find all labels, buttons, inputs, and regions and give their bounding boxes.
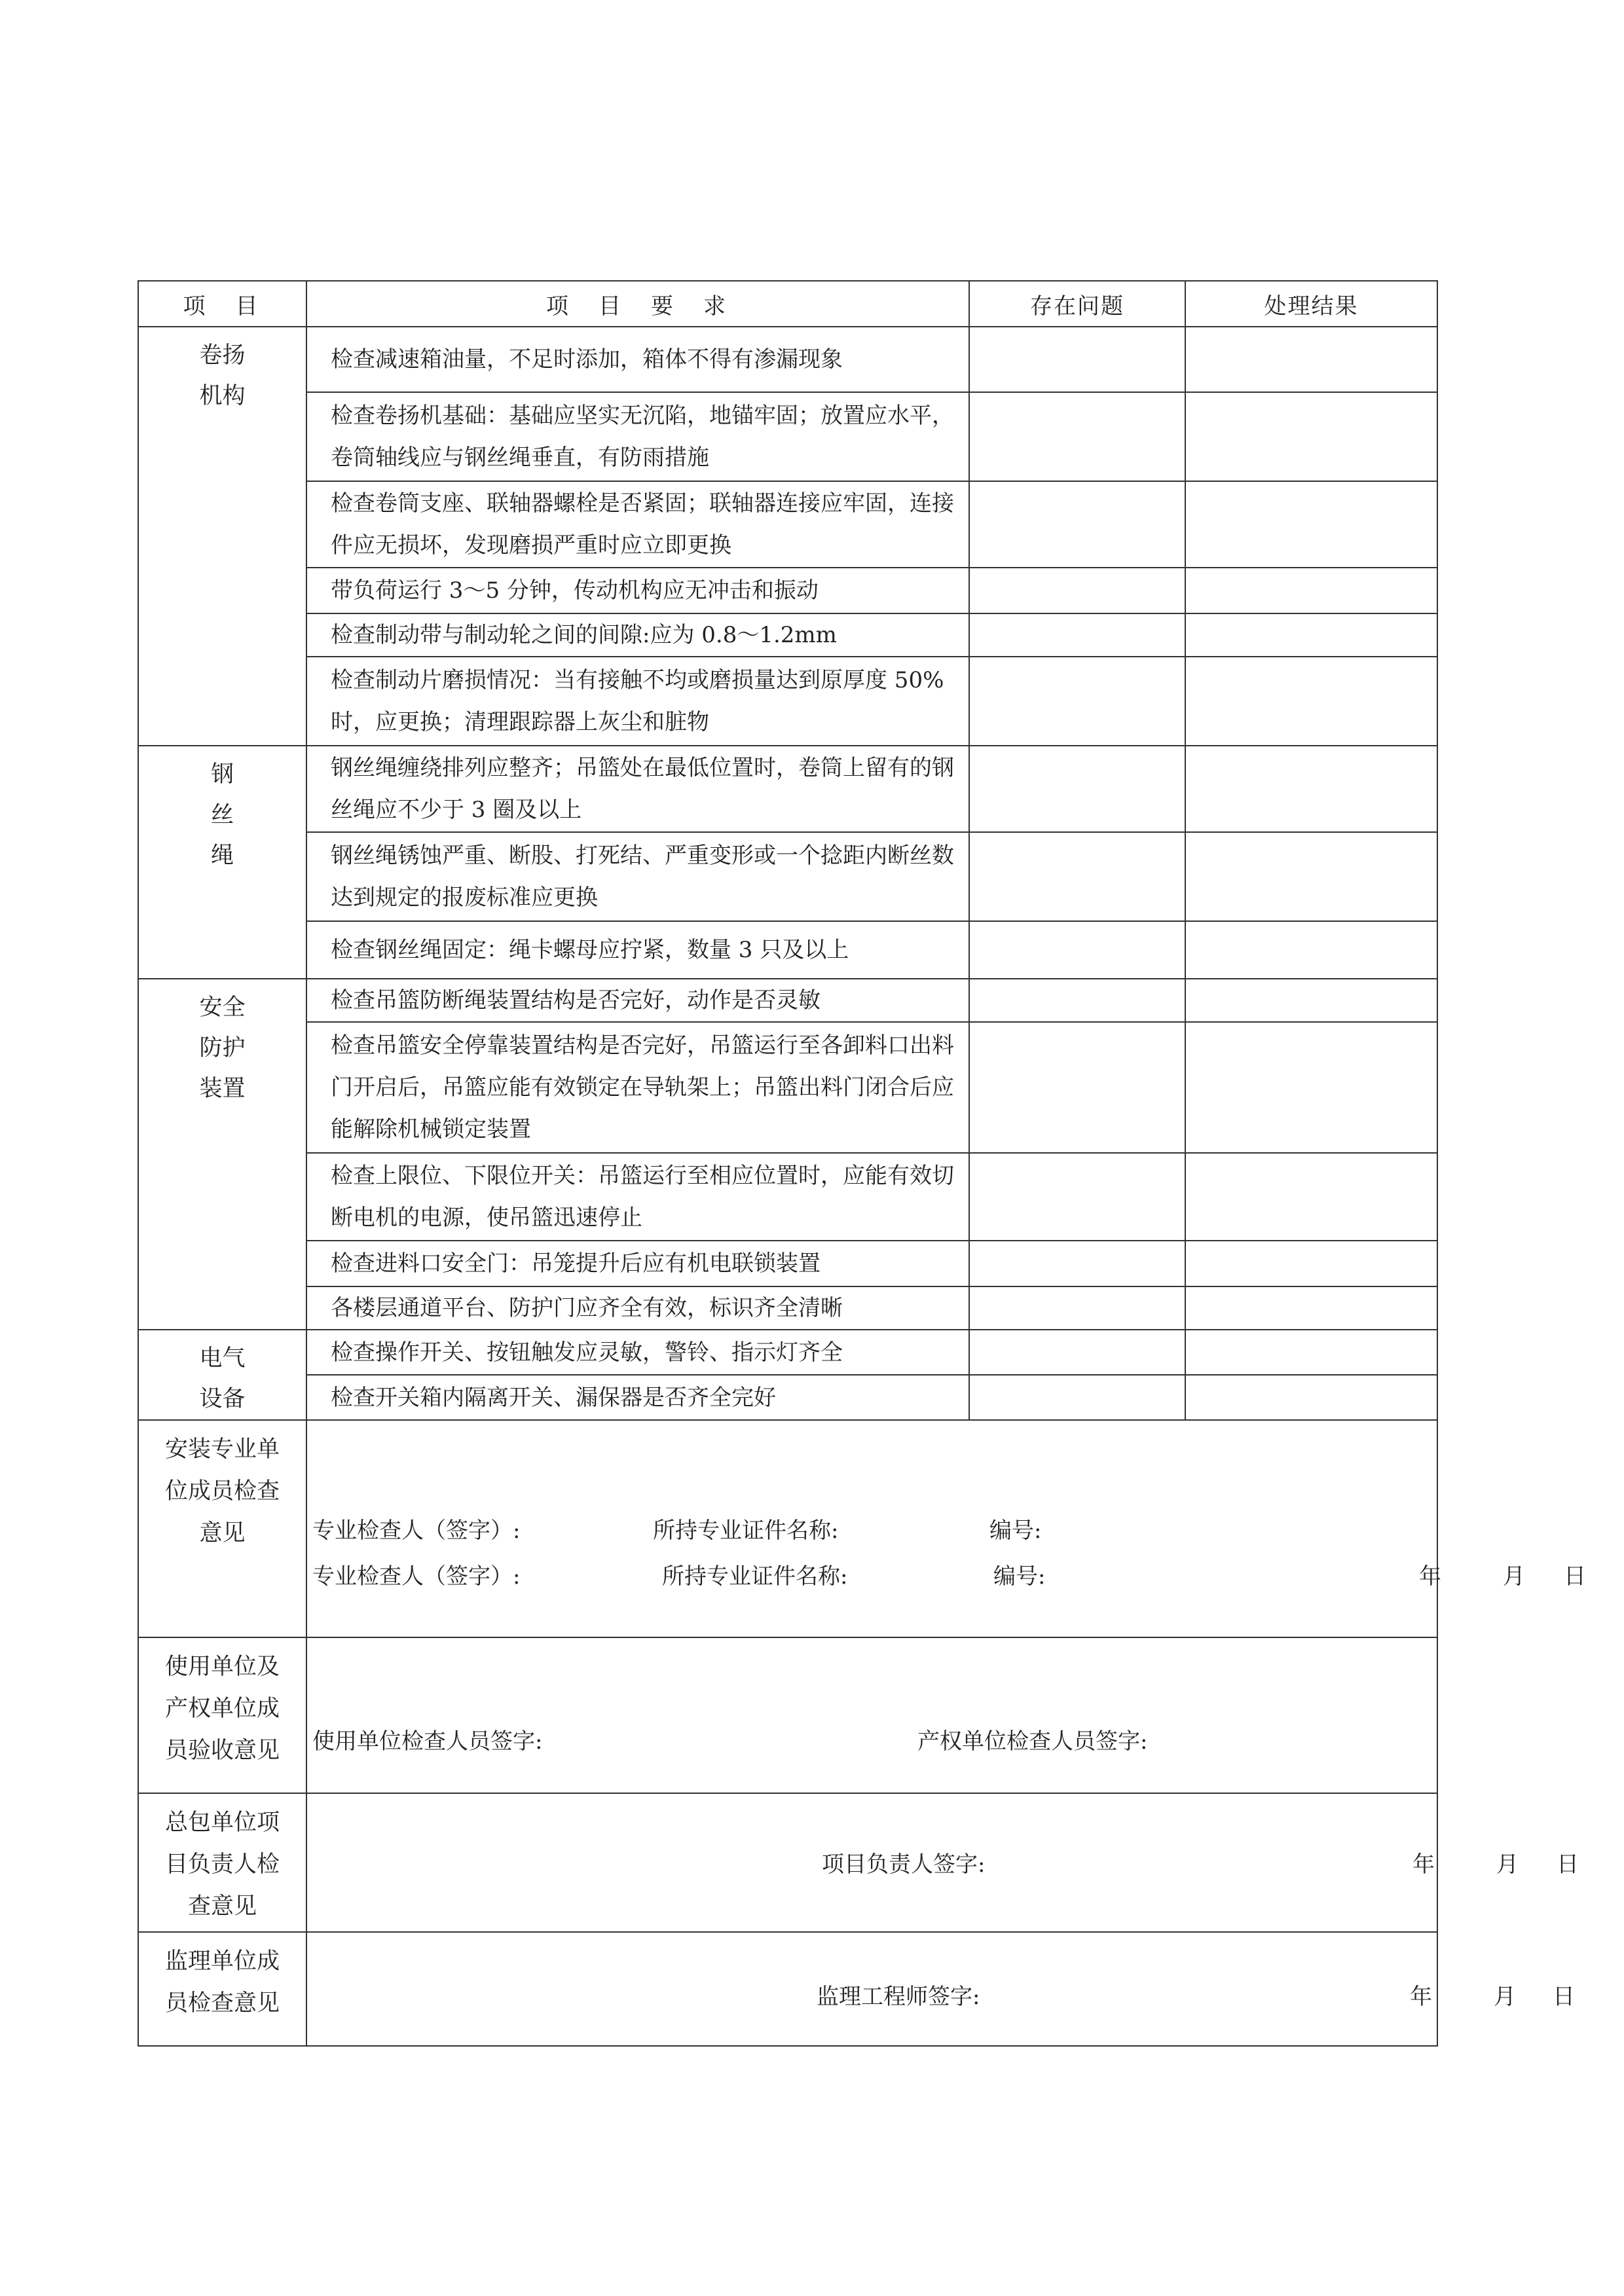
requirement-text: 检查上限位、下限位开关：吊篮运行至相应位置时，应能有效切断电机的电源，使吊篮迅速停止	[306, 1153, 969, 1241]
header-requirement: 项 目 要 求	[306, 281, 969, 327]
problem-cell[interactable]	[969, 392, 1185, 481]
supervisor-month: 月	[1494, 1984, 1516, 2010]
requirement-text: 检查制动片磨损情况：当有接触不均或磨损量达到原厚度 50%时，应更换；清理跟踪器上灰尘和脏物	[306, 657, 969, 746]
result-cell[interactable]	[1185, 1286, 1437, 1330]
supervisor-signature-area[interactable]	[306, 1932, 1575, 2046]
contractor-year: 年	[1412, 1851, 1435, 1878]
requirement-text: 检查钢丝绳固定：绳卡螺母应拧紧，数量 3 只及以上	[306, 921, 969, 979]
contractor-sign: 项目负责人签字:	[822, 1851, 986, 1878]
requirement-text: 检查制动带与制动轮之间的间隙:应为 0.8～1.2mm	[306, 613, 969, 657]
result-cell[interactable]	[1185, 568, 1437, 613]
contractor-section-label: 总包单位项 目负责人检 查意见	[138, 1793, 306, 1932]
category-label: 钢 丝 绳	[138, 746, 306, 979]
contractor-day: 日	[1557, 1851, 1579, 1878]
problem-cell[interactable]	[969, 921, 1185, 979]
result-cell[interactable]	[1185, 921, 1437, 979]
problem-cell[interactable]	[969, 1375, 1185, 1420]
user-section	[138, 1637, 1437, 1793]
install-day: 日	[1564, 1563, 1586, 1590]
user-owner-sign: 产权单位检查人员签字:	[917, 1728, 1148, 1755]
problem-cell[interactable]	[969, 979, 1185, 1022]
requirement-text: 检查操作开关、按钮触发应灵敏，警铃、指示灯齐全	[306, 1330, 969, 1375]
install-signature-area[interactable]	[306, 1420, 1586, 1637]
install-year: 年	[1419, 1563, 1441, 1590]
problem-cell[interactable]	[969, 1153, 1185, 1241]
result-cell[interactable]	[1185, 392, 1437, 481]
checklist-row	[138, 1241, 1437, 1286]
inspection-table	[138, 280, 1586, 2047]
user-user-sign: 使用单位检查人员签字:	[312, 1728, 543, 1755]
result-cell[interactable]	[1185, 1241, 1437, 1286]
problem-cell[interactable]	[969, 327, 1185, 392]
checklist-row	[138, 568, 1437, 613]
result-cell[interactable]	[1185, 327, 1437, 392]
requirement-text: 钢丝绳缠绕排列应整齐；吊篮处在最低位置时，卷筒上留有的钢丝绳应不少于 3 圈及以上	[306, 746, 969, 832]
install-no1: 编号:	[989, 1518, 1042, 1544]
install-section-label: 安装专业单 位成员检查 意见	[138, 1420, 306, 1637]
requirement-text: 检查吊篮安全停靠装置结构是否完好，吊篮运行至各卸料口出料门开启后，吊篮应能有效锁定在导轨架上；吊篮出料门闭合后应能解除机械锁定装置	[306, 1022, 969, 1153]
result-cell[interactable]	[1185, 613, 1437, 657]
checklist-row	[138, 921, 1437, 979]
category-label: 安全 防护 装置	[138, 979, 306, 1330]
user-section-label: 使用单位及 产权单位成 员验收意见	[138, 1637, 306, 1793]
result-cell[interactable]	[1185, 746, 1437, 832]
requirement-text: 检查卷扬机基础：基础应坚实无沉陷，地锚牢固；放置应水平，卷筒轴线应与钢丝绳垂直，有防雨措施	[306, 392, 969, 481]
install-no2: 编号:	[993, 1563, 1046, 1590]
checklist-row	[138, 1330, 1437, 1375]
install-cert2: 所持专业证件名称:	[662, 1563, 848, 1590]
problem-cell[interactable]	[969, 481, 1185, 568]
header-problems: 存在问题	[969, 281, 1185, 327]
checklist-row	[138, 746, 1437, 832]
result-cell[interactable]	[1185, 1153, 1437, 1241]
checklist-row	[138, 1153, 1437, 1241]
supervisor-sign: 监理工程师签字:	[817, 1984, 980, 2010]
header-result: 处理结果	[1185, 281, 1437, 327]
contractor-section	[138, 1793, 1437, 1932]
result-cell[interactable]	[1185, 832, 1437, 921]
result-cell[interactable]	[1185, 979, 1437, 1022]
checklist-row	[138, 1286, 1437, 1330]
problem-cell[interactable]	[969, 1022, 1185, 1153]
problem-cell[interactable]	[969, 1241, 1185, 1286]
install-inspector1: 专业检查人（签字）:	[312, 1518, 521, 1544]
requirement-text: 钢丝绳锈蚀严重、断股、打死结、严重变形或一个捻距内断丝数达到规定的报废标准应更换	[306, 832, 969, 921]
supervisor-day: 日	[1553, 1984, 1575, 2010]
requirement-text: 检查开关箱内隔离开关、漏保器是否齐全完好	[306, 1375, 969, 1420]
problem-cell[interactable]	[969, 746, 1185, 832]
result-cell[interactable]	[1185, 657, 1437, 746]
problem-cell[interactable]	[969, 1286, 1185, 1330]
checklist-row	[138, 832, 1437, 921]
requirement-text: 检查减速箱油量，不足时添加，箱体不得有渗漏现象	[306, 327, 969, 392]
problem-cell[interactable]	[969, 657, 1185, 746]
header-item: 项 目	[138, 281, 306, 327]
checklist-row	[138, 657, 1437, 746]
contractor-month: 月	[1496, 1851, 1519, 1878]
supervisor-section-label: 监理单位成 员检查意见	[138, 1932, 306, 2046]
problem-cell[interactable]	[969, 832, 1185, 921]
requirement-text: 带负荷运行 3～5 分钟，传动机构应无冲击和振动	[306, 568, 969, 613]
checklist-row	[138, 392, 1437, 481]
install-inspector2: 专业检查人（签字）:	[312, 1563, 521, 1590]
contractor-signature-area[interactable]	[306, 1793, 1579, 1932]
result-cell[interactable]	[1185, 1330, 1437, 1375]
user-signature-area[interactable]	[306, 1637, 1437, 1793]
requirement-text: 各楼层通道平台、防护门应齐全有效，标识齐全清晰	[306, 1286, 969, 1330]
install-cert1: 所持专业证件名称:	[653, 1518, 839, 1544]
checklist-row	[138, 613, 1437, 657]
requirement-text: 检查进料口安全门：吊笼提升后应有机电联锁装置	[306, 1241, 969, 1286]
category-label: 电气 设备	[138, 1330, 306, 1420]
result-cell[interactable]	[1185, 481, 1437, 568]
checklist-row	[138, 481, 1437, 568]
install-month: 月	[1503, 1563, 1525, 1590]
problem-cell[interactable]	[969, 568, 1185, 613]
supervisor-section	[138, 1932, 1437, 2046]
result-cell[interactable]	[1185, 1022, 1437, 1153]
problem-cell[interactable]	[969, 613, 1185, 657]
category-label: 卷扬 机构	[138, 327, 306, 746]
requirement-text: 检查卷筒支座、联轴器螺栓是否紧固；联轴器连接应牢固，连接件应无损坏，发现磨损严重时应立即更换	[306, 481, 969, 568]
checklist-row	[138, 327, 1437, 392]
result-cell[interactable]	[1185, 1375, 1437, 1420]
requirement-text: 检查吊篮防断绳装置结构是否完好，动作是否灵敏	[306, 979, 969, 1022]
checklist-row	[138, 979, 1437, 1022]
install-section	[138, 1420, 1437, 1637]
checklist-row	[138, 1022, 1437, 1153]
problem-cell[interactable]	[969, 1330, 1185, 1375]
supervisor-year: 年	[1410, 1984, 1432, 2010]
header-row	[138, 281, 1437, 327]
checklist-row	[138, 1375, 1437, 1420]
